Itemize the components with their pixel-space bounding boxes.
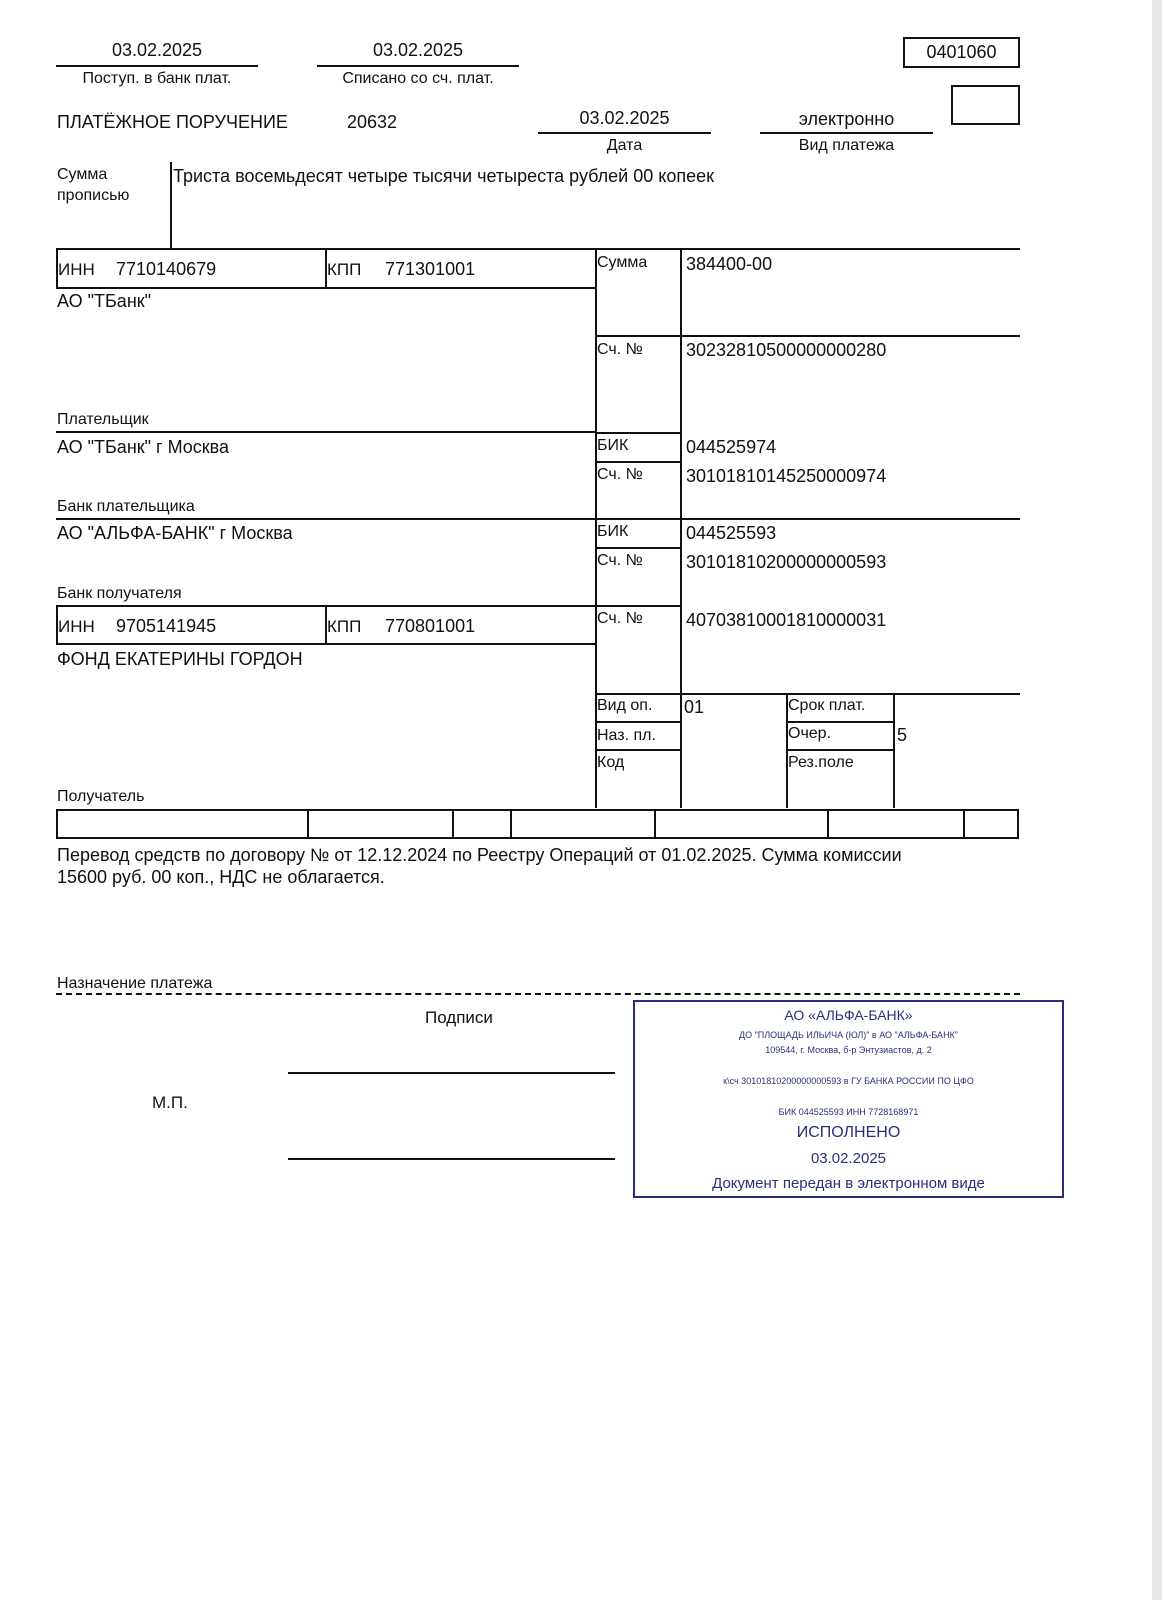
payment-type: электронно bbox=[798, 109, 895, 129]
divider bbox=[893, 693, 895, 808]
divider bbox=[56, 643, 596, 645]
payee-bank-name: АО "АЛЬФА-БАНК" г Москва bbox=[57, 523, 293, 543]
divider bbox=[56, 993, 1020, 995]
payer-bank-account-label: Сч. № bbox=[597, 466, 643, 483]
payee-kpp-label: КПП bbox=[327, 617, 362, 636]
payee-account-label: Сч. № bbox=[597, 610, 643, 627]
debited-date: 03.02.2025 bbox=[372, 40, 464, 60]
divider bbox=[595, 721, 681, 723]
bank-execution-stamp bbox=[633, 1000, 1064, 1198]
stamp-branch: ДО "ПЛОЩАДЬ ИЛЬИЧА (ЮЛ)" в АО "АЛЬФА-БАНК" bbox=[738, 1030, 959, 1040]
divider bbox=[307, 809, 309, 839]
payee-bank-label: Банк получателя bbox=[57, 585, 182, 602]
priority: 5 bbox=[897, 725, 908, 745]
payer-bank-bik: 044525974 bbox=[686, 437, 777, 457]
amount-label: Сумма bbox=[597, 254, 648, 271]
divider bbox=[595, 335, 1020, 337]
term-label: Срок плат. bbox=[788, 697, 866, 714]
signatures-label: Подписи bbox=[425, 1008, 493, 1027]
signature-line-2 bbox=[288, 1158, 615, 1160]
payer-bank-label: Банк плательщика bbox=[57, 498, 195, 515]
priority-label: Очер. bbox=[788, 725, 832, 742]
divider bbox=[317, 65, 519, 67]
signature-line-1 bbox=[288, 1072, 615, 1074]
divider bbox=[56, 248, 1020, 250]
amount-words-text: Триста восемьдесят четыре тысячи четыреста рублей 00 копеек bbox=[173, 166, 714, 186]
payee-inn-label: ИНН bbox=[58, 617, 95, 636]
tax-fields-row bbox=[56, 809, 1019, 839]
debited-label: Списано со сч. плат. bbox=[342, 70, 494, 87]
amount-value: 384400-00 bbox=[686, 254, 773, 274]
divider bbox=[595, 547, 681, 549]
payer-account: 30232810500000000280 bbox=[686, 340, 887, 360]
divider bbox=[595, 749, 681, 751]
payer-account-label: Сч. № bbox=[597, 341, 643, 358]
divider bbox=[595, 693, 1020, 695]
divider bbox=[595, 461, 681, 463]
payer-kpp: 771301001 bbox=[385, 259, 476, 279]
divider bbox=[56, 287, 596, 289]
divider bbox=[595, 432, 681, 434]
purpose-label: Назначение платежа bbox=[57, 975, 213, 992]
payee-bank-bik-label: БИК bbox=[597, 523, 629, 540]
payer-inn: 7710140679 bbox=[116, 259, 217, 279]
payer-inn-label: ИНН bbox=[58, 260, 95, 279]
divider bbox=[786, 721, 895, 723]
reserve-label: Рез.поле bbox=[788, 754, 854, 771]
stamp-bank-name: АО «АЛЬФА-БАНК» bbox=[784, 1007, 913, 1023]
seal-label: М.П. bbox=[152, 1093, 188, 1112]
amount-words-label-2: прописью bbox=[57, 187, 130, 204]
payee-label: Получатель bbox=[57, 788, 145, 805]
op-type: 01 bbox=[684, 697, 705, 717]
document-title: ПЛАТЁЖНОЕ ПОРУЧЕНИЕ bbox=[57, 112, 288, 132]
purpose-text-line1: Перевод средств по договору № от 12.12.2024 по Реестру Операций от 01.02.2025. Сумма комиссии bbox=[57, 845, 902, 865]
payer-bank-name: АО "ТБанк" г Москва bbox=[57, 437, 230, 457]
stamp-date: 03.02.2025 bbox=[810, 1150, 887, 1167]
payee-bank-account: 30101810200000000593 bbox=[686, 552, 887, 572]
stamp-corr-account: к\сч 30101810200000000593 в ГУ БАНКА РОССИИ ПО ЦФО bbox=[723, 1076, 974, 1086]
purpose-text-line2: 15600 руб. 00 коп., НДС не облагается. bbox=[57, 867, 385, 887]
amount-words-label: Сумма bbox=[57, 166, 108, 183]
payee-account: 40703810001810000031 bbox=[686, 610, 887, 630]
stamp-note: Документ передан в электронном виде bbox=[712, 1175, 985, 1192]
payee-bank-bik: 044525593 bbox=[686, 523, 777, 543]
order-number: 20632 bbox=[347, 112, 398, 132]
stamp-status: ИСПОЛНЕНО bbox=[796, 1124, 901, 1141]
divider bbox=[56, 605, 681, 607]
divider bbox=[786, 749, 895, 751]
stamp-bik-inn: БИК 044525593 ИНН 7728168971 bbox=[778, 1107, 919, 1117]
payer-name: АО "ТБанк" bbox=[57, 291, 152, 311]
bank-received-label: Поступ. в банк плат. bbox=[82, 70, 232, 87]
divider bbox=[680, 248, 682, 808]
payer-label: Плательщик bbox=[57, 411, 149, 428]
divider bbox=[510, 809, 512, 839]
payee-name: ФОНД ЕКАТЕРИНЫ ГОРДОН bbox=[57, 649, 303, 669]
op-type-label: Вид оп. bbox=[597, 697, 653, 714]
payee-bank-account-label: Сч. № bbox=[597, 552, 643, 569]
divider bbox=[56, 518, 1020, 520]
payee-inn: 9705141945 bbox=[116, 616, 217, 636]
payment-type-label: Вид платежа bbox=[798, 137, 895, 154]
empty-code-box bbox=[951, 85, 1020, 125]
divider bbox=[827, 809, 829, 839]
divider bbox=[56, 431, 596, 433]
payee-kpp: 770801001 bbox=[385, 616, 476, 636]
order-date: 03.02.2025 bbox=[579, 108, 670, 128]
purpose-type-label: Наз. пл. bbox=[597, 727, 656, 744]
divider bbox=[654, 809, 656, 839]
divider bbox=[538, 132, 711, 134]
payer-kpp-label: КПП bbox=[327, 260, 362, 279]
form-code: 0401060 bbox=[903, 37, 1020, 68]
order-date-label: Дата bbox=[606, 137, 643, 154]
bank-received-date: 03.02.2025 bbox=[111, 40, 203, 60]
stamp-address: 109544, г. Москва, б-р Энтузиастов, д. 2 bbox=[765, 1045, 932, 1055]
divider bbox=[56, 65, 258, 67]
divider bbox=[760, 132, 933, 134]
code-label: Код bbox=[597, 754, 625, 771]
divider bbox=[963, 809, 965, 839]
payer-bank-bik-label: БИК bbox=[597, 437, 629, 454]
divider bbox=[170, 162, 172, 248]
payer-bank-account: 30101810145250000974 bbox=[686, 466, 887, 486]
divider bbox=[452, 809, 454, 839]
